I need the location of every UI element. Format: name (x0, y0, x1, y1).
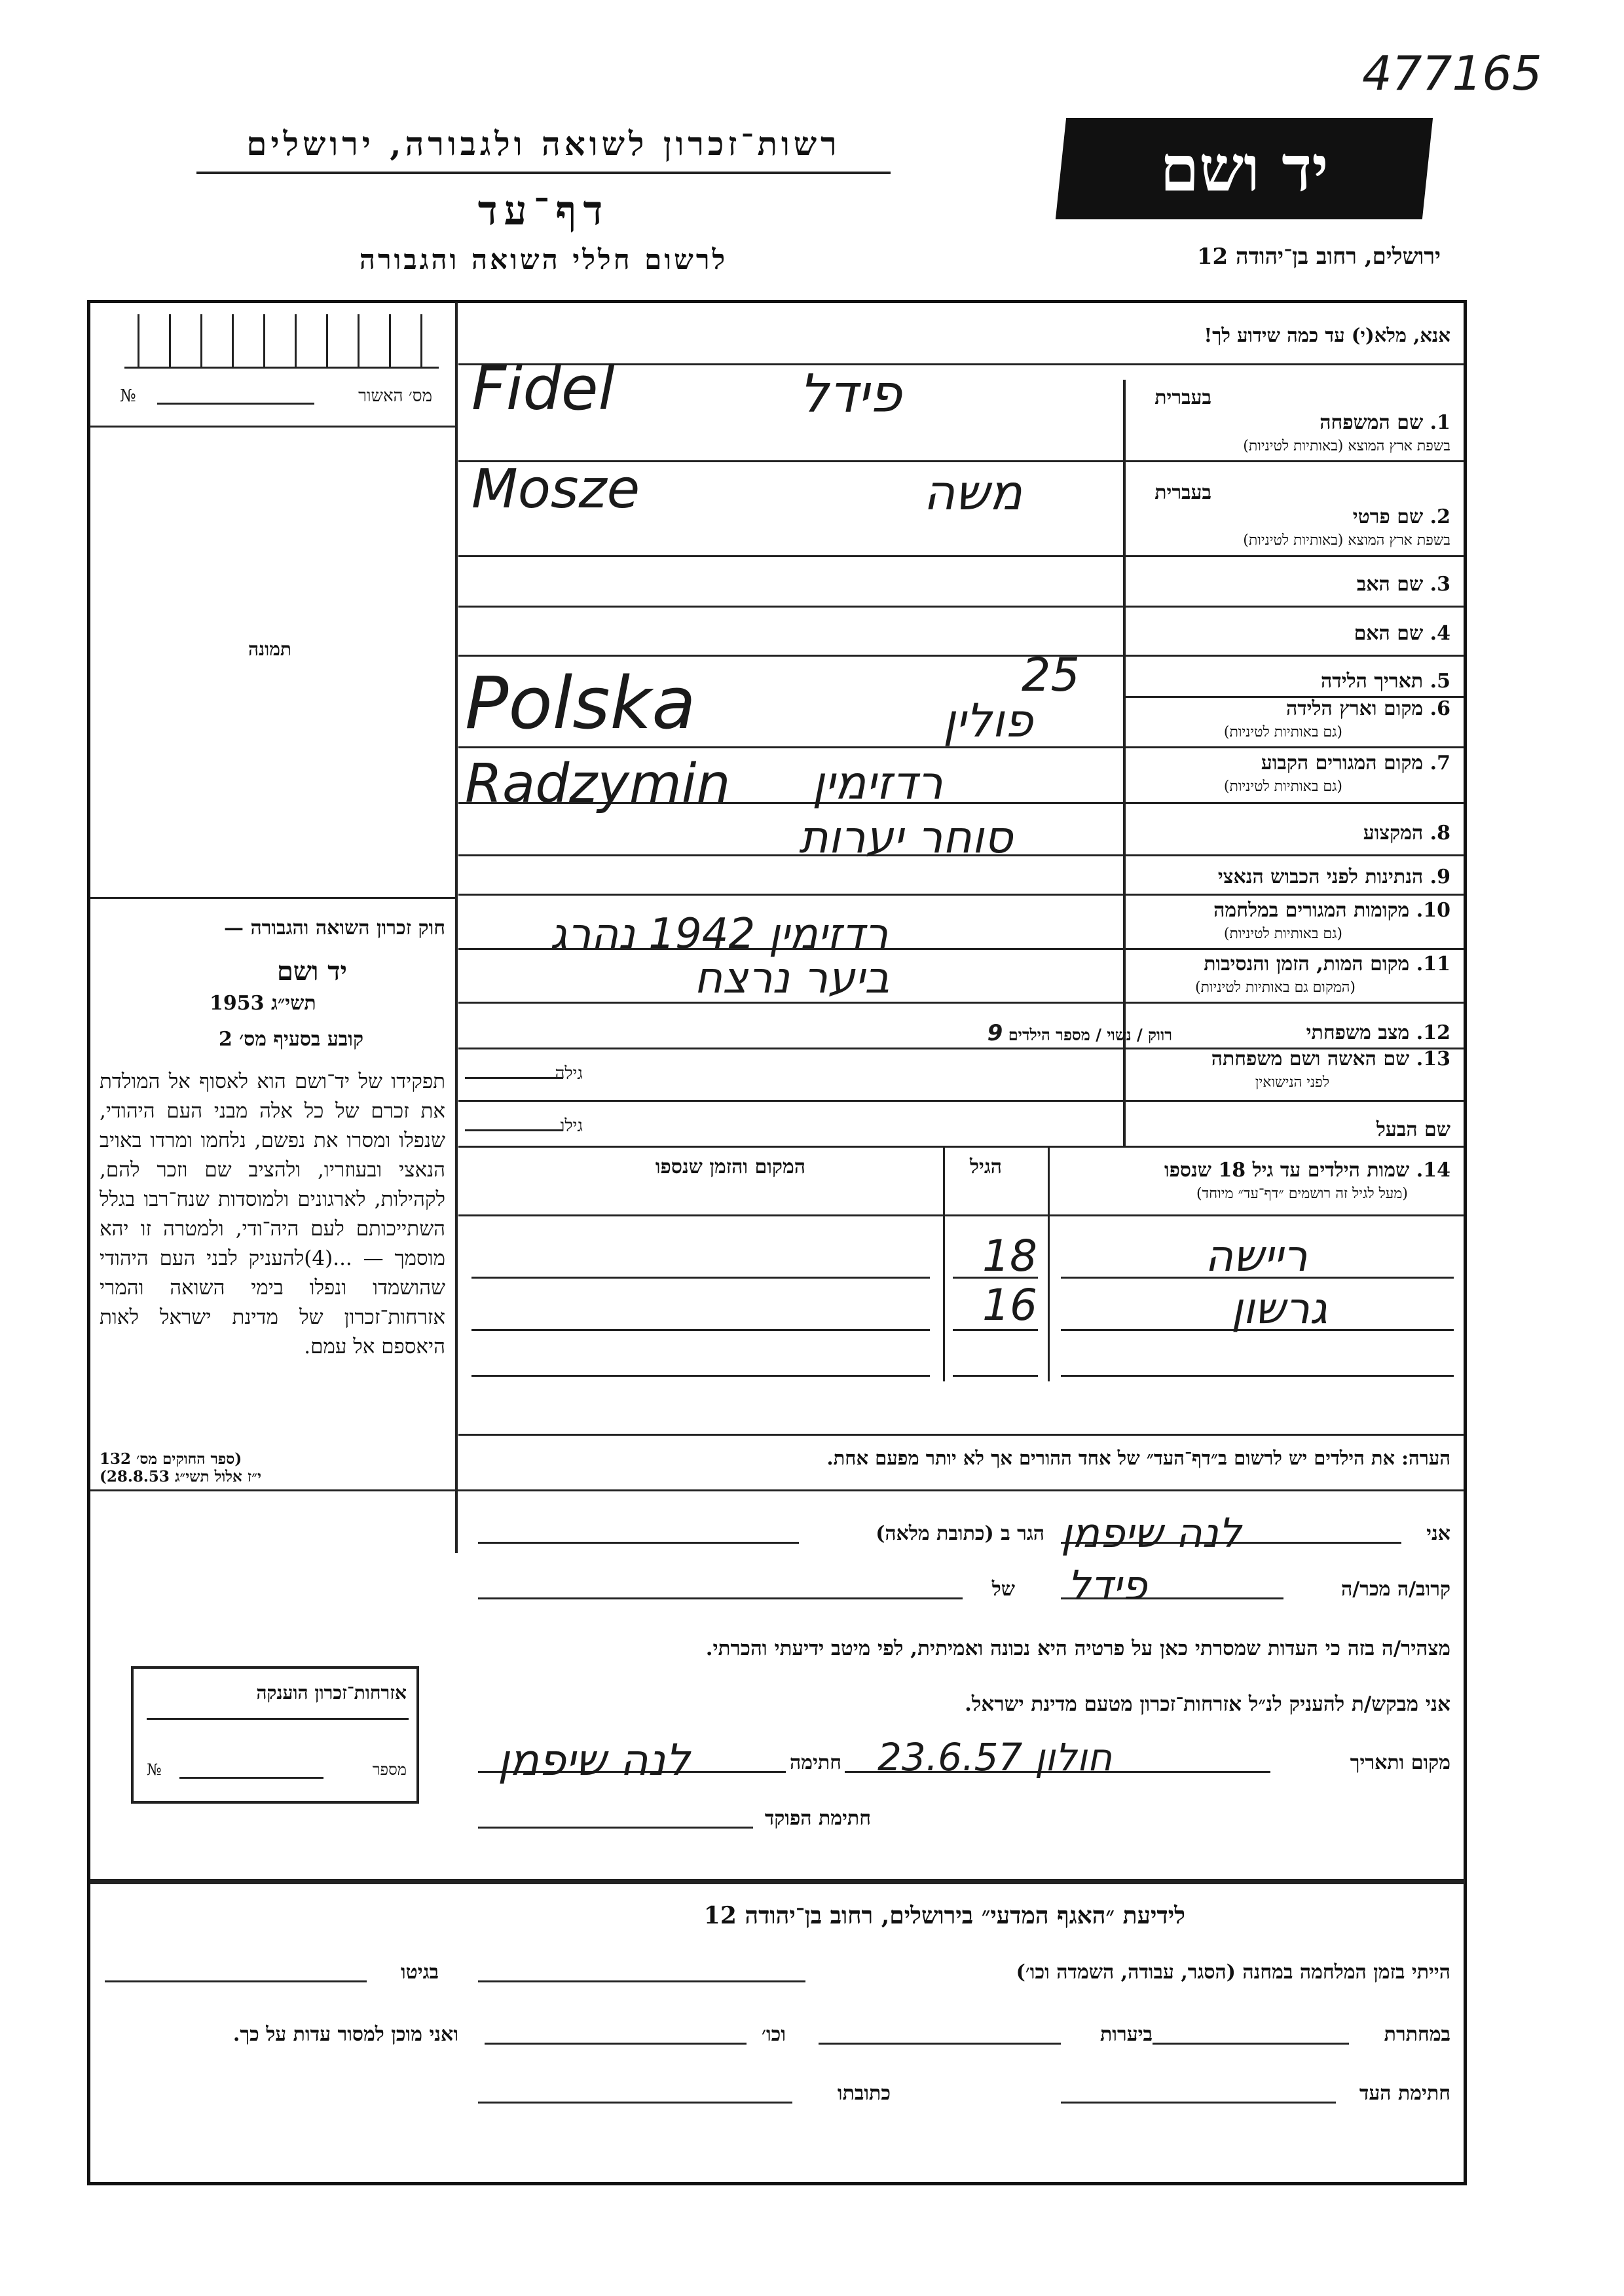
citizenship-title: אזרחות־זכרון הוענקה (256, 1682, 407, 1704)
col-place-header: המקום והזמן שנספו (655, 1156, 805, 1178)
row-rule-4 (458, 655, 1464, 657)
field-11-sub: (המקום גם באותיות לטיניות) (1195, 979, 1356, 996)
footer-camp-line: הייתי בזמן המלחמה במחנה (הסגר, עבודה, השמדה וכו׳) (1016, 1961, 1450, 1984)
hw-given-latin: Mosze (471, 458, 640, 520)
relative-label: קרוב/ה מכר/ה (1341, 1578, 1450, 1601)
row-rule-9 (458, 894, 1464, 896)
field-13-label: 13. שם האשה ושם משפחתה (1211, 1048, 1450, 1070)
hw-declarant-name: לנה שיפמן (1061, 1509, 1242, 1557)
row-rule-2 (458, 555, 1464, 557)
hw-birth-place-latin: Polska (465, 661, 696, 745)
field-13-sub: לפני הנישואין (1255, 1074, 1329, 1091)
row-rule-3 (458, 606, 1464, 608)
in-hebrew-label-1: בעברית (1154, 386, 1211, 409)
field-11-label: 11. מקום המות, הזמן והנסיבות (1204, 953, 1450, 975)
children-label: 14. שמות הילדים עד גיל 18 שנספו (1164, 1159, 1450, 1182)
children-bottom-rule (458, 1434, 1464, 1436)
field-7-sub: (גם באותיות לטיניות) (1223, 778, 1342, 795)
witness-signature-line (1061, 2102, 1336, 2104)
law-box-bottom (90, 1489, 458, 1491)
approval-no-mark: № (120, 386, 136, 406)
field-2-label: 2. שם פרטי (1352, 505, 1450, 528)
approval-ticks (124, 314, 439, 369)
address-line (478, 1542, 799, 1544)
marital-options: רווק / נשוי / מספר הילדים 9 (987, 1020, 1172, 1046)
approval-no-label: מס׳ האשור (358, 386, 432, 406)
citizenship-number-label: מספר (372, 1760, 407, 1779)
law-box-top (90, 897, 455, 899)
child-place-line-3 (471, 1375, 930, 1377)
footer-title: לידיעת ״האגף המדעי״ בירושלים, רחוב בן־יהודה 12 (703, 1902, 1185, 1929)
header-address: ירושלים, רחוב בן־יהודה 12 (1196, 244, 1441, 270)
field-5-label: 5. תאריך הלידה (1321, 670, 1450, 693)
witness-address-line (478, 2102, 792, 2104)
hw-child-1-age: 18 (982, 1231, 1037, 1281)
col-age-header: הגיל (969, 1156, 1002, 1178)
row-rule-13 (458, 1100, 1464, 1102)
children-note: הערה: את הילדים יש לרשום ב״דף־העד״ של אחד ההורים אך לא יותר מפעם אחת. (826, 1447, 1450, 1469)
footer-divider (90, 1879, 1465, 1884)
left-column-divider (455, 302, 458, 1553)
law-section: קובע בסעיף מס׳ 2 (218, 1028, 363, 1051)
form-subtitle: לרשום חללי השואה והגבורה (359, 244, 728, 276)
children-count: 9 (987, 1020, 1003, 1046)
etc-line (485, 2043, 747, 2045)
children-sub: (מעל לגיל זה רושמים ״דף־עד״ מיוחד) (1196, 1186, 1408, 1202)
ghetto-label: בגיטו (400, 1961, 439, 1984)
hw-profession: סוחר יערות (799, 812, 1013, 864)
hw-relation: פידל (1067, 1561, 1147, 1609)
authority-name: רשות־זכרון לשואה ולגבורה, ירושלים (246, 124, 841, 163)
hw-place-date: חולון 23.6.57 (877, 1735, 1113, 1779)
husband-label: שם הבעל (1376, 1118, 1450, 1141)
request-text: אני מבקש/ת להעניק לנ״ל אזרחות־זכרון מטעם מדינת ישראל. (965, 1692, 1450, 1716)
law-title: חוק זכרון השואה והגבורה — (224, 917, 445, 939)
hw-residence-hebrew: רדזימין (812, 756, 943, 810)
camp-line (478, 1980, 805, 1982)
hw-given-hebrew: משה (923, 465, 1023, 521)
in-hebrew-label-2: בעברית (1154, 481, 1211, 504)
hw-child-2-name: גרשון (1231, 1283, 1328, 1334)
witness-address-label: כתובתו (837, 2082, 891, 2105)
of-label: של (991, 1578, 1015, 1601)
row-rule-11 (458, 1002, 1464, 1004)
official-signature-label: חתימת הפוקד (764, 1807, 871, 1830)
field-10-sub: (גם באותיות לטיניות) (1223, 926, 1342, 942)
place-date-label: מקום ותאריך (1350, 1751, 1450, 1774)
authority-underline (196, 172, 891, 174)
hw-death-circumstances: ביער נרצח (694, 953, 890, 1003)
children-col-1 (1048, 1146, 1050, 1381)
signature-label: חתימה (790, 1751, 841, 1774)
underground-label: במחתרת (1384, 2023, 1450, 2046)
children-header-rule (458, 1214, 1464, 1216)
logo-text: יד ושם (1160, 132, 1329, 206)
child-line-3 (1061, 1375, 1454, 1377)
field-7-label: 7. מקום המגורים הקבוע (1261, 752, 1450, 774)
hw-child-2-age: 16 (982, 1280, 1037, 1330)
wife-age-line (465, 1077, 563, 1079)
hw-birth-place-hebrew: פולין (943, 694, 1033, 748)
official-signature-line (478, 1827, 753, 1829)
underground-line (1153, 2043, 1349, 2045)
witness-signature-label: חתימת העד (1359, 2082, 1450, 2105)
field-3-label: 3. שם האב (1356, 573, 1450, 596)
affirm-text: מצהיר/ה בזה כי העדות שמסרתי כאן על פרטיה היא נכונה ואמיתית, לפי מיטב ידיעתי והכרתי. (705, 1637, 1450, 1660)
child-place-line-1 (471, 1277, 930, 1279)
field-1-sub: בשפת ארץ המוצא (באותיות לטיניות) (1243, 438, 1450, 454)
field-9-label: 9. הנתינות לפני הכבוש הנאצי (1217, 866, 1450, 888)
law-text: תפקידו של יד־ושם הוא לאסוף אל המולדת את זכרם של כל אלה מבני העם היהודי, שנפלו ומסרו את נפשם, נלחמו ומרדו באויב הנאצי ובעוזריו, ולהציב שם וזכר להם, לקהילות, לארגונים ולמוסדות שנח־רבו בגלל השתייכותם לעם היה־ודי, ולמטרה זו יהא מוסמך — ...(4)להעניק לבני העם היהודי שהושמדו ונפלו בימי השואה והמרי אזרחות־זכרון של מדינת ישראל לאות היאספם אל עמם. (100, 1070, 445, 1358)
testify-label: ואני מוכן למסור עדות על כך. (232, 2023, 458, 2046)
forests-line (819, 2043, 1061, 2045)
hw-surname-latin: Fidel (471, 354, 616, 424)
children-col-2 (943, 1146, 945, 1381)
citizenship-number-mark: № (147, 1760, 162, 1779)
child-age-line-3 (953, 1375, 1038, 1377)
form-instruction: אנא, מלא(י) עד כמה שידוע לך! (1204, 324, 1450, 346)
approval-no-line (157, 403, 314, 405)
law-year: 1953 תשי״ג (210, 992, 316, 1015)
law-name: יד ושם (276, 956, 347, 987)
hw-residence-latin: Radzymin (465, 753, 731, 815)
law-source: (ספר החוקים מס׳ 132 י״ז אלול תשי״ג 28.8.53) (100, 1450, 261, 1485)
hw-child-1-name: ריישה (1205, 1231, 1308, 1281)
corner-file-number: 477165 (1362, 46, 1542, 101)
field-12-label: 12. מצב משפחתי (1306, 1021, 1450, 1044)
resident-label: הגר ב (כתובת מלאה) (876, 1522, 1044, 1545)
field-6-label: 6. מקום וארץ הלידה (1285, 697, 1450, 720)
husband-age-line (465, 1129, 563, 1131)
photo-label: תמונה (248, 638, 291, 660)
hw-birth-date: 25 (1022, 648, 1080, 702)
field-4-label: 4. שם האם (1354, 622, 1450, 645)
etc-label: וכו׳ (762, 2023, 786, 2046)
age-label-husband: גילו (560, 1116, 583, 1136)
field-8-label: 8. המקצוע (1363, 822, 1450, 845)
age-label-wife: גילה (555, 1064, 583, 1084)
child-place-line-2 (471, 1329, 930, 1331)
hw-death-place: רדזימין 1942 נהרג (550, 910, 889, 958)
hw-signature: לנה שיפמן (498, 1735, 690, 1785)
field-6-sub: (גם באותיות לטיניות) (1223, 724, 1342, 740)
field-10-label: 10. מקומות המגורים במלחמה (1213, 899, 1450, 922)
form-title: דף־עד (477, 187, 610, 234)
approval-row-rule (90, 426, 455, 428)
field-2-sub: בשפת ארץ המוצא (באותיות לטיניות) (1243, 532, 1450, 549)
ghetto-line (105, 1980, 367, 1982)
declarant-i-label: אני (1426, 1522, 1450, 1545)
of-line (478, 1597, 963, 1599)
forests-label: ביערות (1099, 2023, 1153, 2046)
field-1-label: 1. שם המשפחה (1320, 411, 1450, 434)
note-rule (458, 1489, 1464, 1491)
citizenship-box (131, 1666, 419, 1804)
hw-surname-hebrew: פידל (799, 363, 902, 424)
yad-vashem-logo (1056, 118, 1433, 219)
row-rule-14 (458, 1146, 1464, 1148)
